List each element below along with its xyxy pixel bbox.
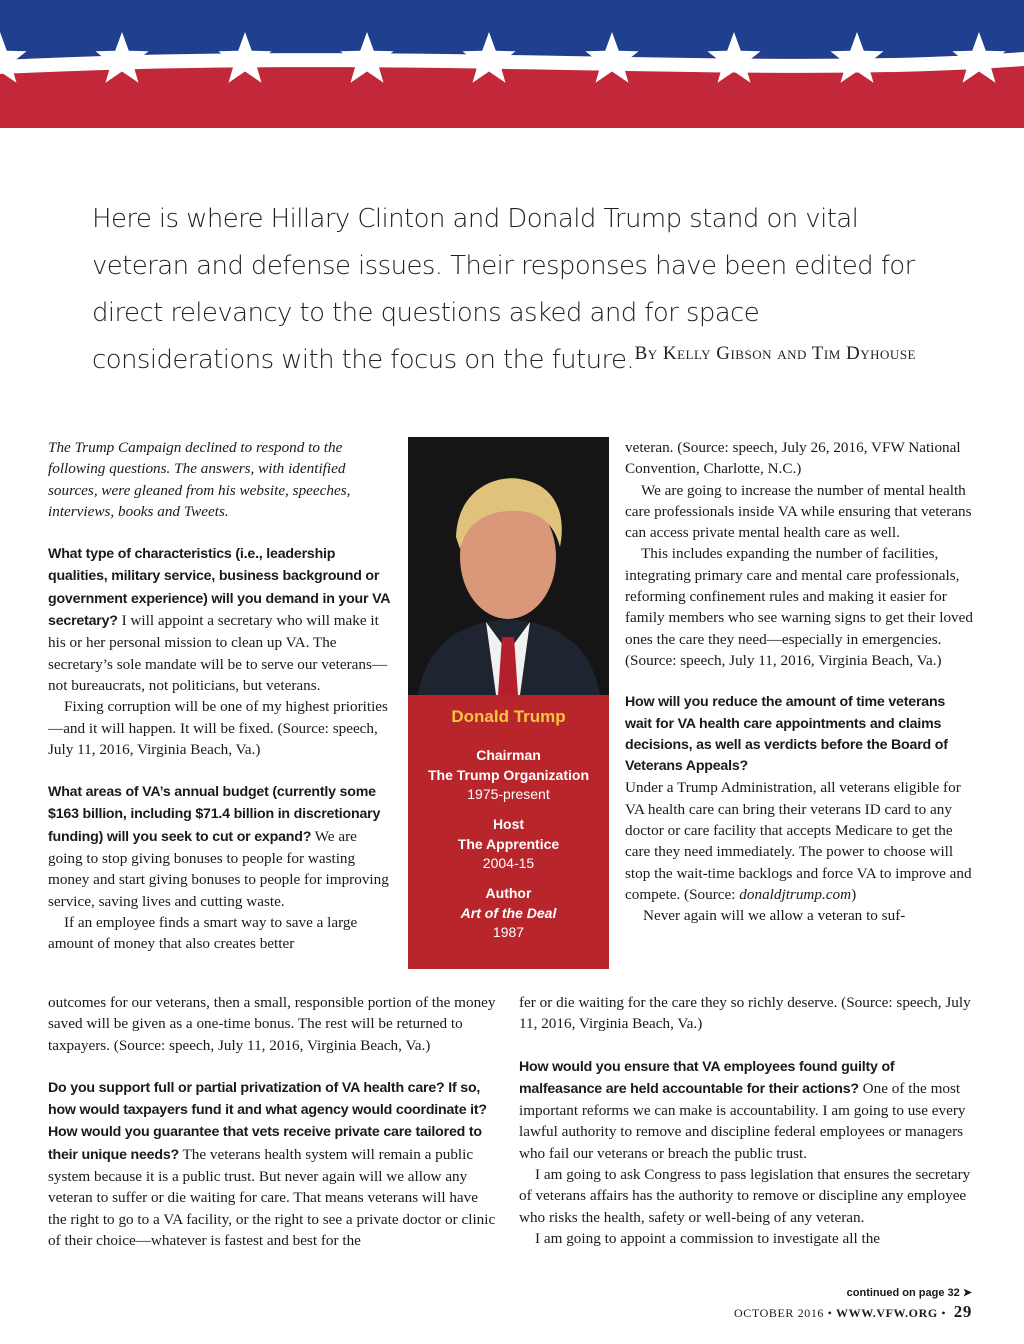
answer-paragraph: veteran. (Source: speech, July 26, 2016, VFW National Convention, Charlotte, N.C.) bbox=[625, 439, 961, 478]
bio-role: Chairman bbox=[476, 747, 541, 763]
continued-note: continued on page 32 ➤ bbox=[846, 1287, 972, 1299]
answer-paragraph: outcomes for our veterans, then a small, responsible portion of the money saved will be given as a one-time bonus. The rest will be returned to taxpayers. (Source: speech, July 11, 2016, Virginia Beach, Va.) bbox=[48, 994, 496, 1054]
bio-sidebar bbox=[408, 695, 609, 969]
bio-role: Author bbox=[485, 885, 532, 901]
flag-banner bbox=[0, 0, 1024, 128]
answer-paragraph: fer or die waiting for the care they so richly deserve. (Source: speech, July 11, 2016, Virginia Beach, Va.) bbox=[519, 994, 971, 1033]
question: What type of characteristics (i.e., leadership qualities, military service, business background or government experience) will you demand in your VA secretary? bbox=[48, 546, 390, 630]
intro-note: The Trump Campaign declined to respond to the following questions. The answers, with identified sources, were gleaned from his website, speeches, interviews, books and Tweets. bbox=[48, 439, 351, 520]
answer: I will appoint a secretary who will make it his or her personal mission to clean up VA. The secretary’s sole mandate will be to serve our veterans—not bureaucrats, not politicians, but veterans. bbox=[48, 612, 388, 694]
answer: One of the most important reforms we can make is accountability. I am going to use every lawful authority to remove and discipline federal employees or managers who fail our veterans or breach the public trust. bbox=[519, 1079, 966, 1162]
left-column-wide bbox=[48, 992, 500, 1251]
qa-1 bbox=[48, 543, 394, 696]
answer: Under a Trump Administration, all veterans eligible for VA health care can bring their veterans ID card to any doctor or care facility that accepts Medicare to get the care they need immediately. The power to choose will stop the wait-time backlogs and force VA to improve and compete. (Source: bbox=[625, 779, 972, 903]
bio-org: Art of the Deal bbox=[460, 905, 557, 921]
answer-paragraph: Fixing corruption will be one of my highest priorities—and it will happen. It will be fixed. (Source: speech, July 11, 2016, Virginia Beach, Va.) bbox=[48, 698, 388, 758]
bio-years: 1975-present bbox=[467, 786, 550, 802]
bio-role: Host bbox=[492, 816, 525, 832]
bio-years: 1987 bbox=[492, 924, 525, 940]
question: How would you ensure that VA employees found guilty of malfeasance are held accountable for their actions? bbox=[519, 1058, 895, 1097]
qa-2 bbox=[48, 781, 394, 912]
answer-paragraph: I am going to appoint a commission to investigate all the bbox=[535, 1229, 881, 1247]
answer-paragraph: I am going to ask Congress to pass legislation that ensures the secretary of veterans affairs has the authority to remove or discipline any employee who risks the health, safety or well-being of any veteran. bbox=[519, 1166, 971, 1226]
question: How will you reduce the amount of time veterans wait for VA health care appointments and claims decisions, as well as verdicts before the Board of Veterans Appeals? bbox=[625, 694, 948, 775]
answer-paragraph: We are going to increase the number of mental health care professionals inside VA while ensuring that veterans can access private mental health care as well. bbox=[625, 481, 972, 542]
right-column bbox=[625, 437, 973, 927]
left-column bbox=[48, 437, 394, 955]
byline: By Kelly Gibson and Tim Dyhouse bbox=[634, 343, 916, 364]
intro-text: Here is where Hillary Clinton and Donald Trump stand on vital veteran and defense issues. Their responses have been edited for direct relevancy to the questions asked and for space considerations with the focus on the future. bbox=[92, 204, 915, 375]
question: Do you support full or partial privatization of VA health care? If so, how would taxpayers fund it and what agency would coordinate it? How would you guarantee that vets receive private care tailored to their unique needs? bbox=[48, 1079, 487, 1163]
portrait-photo bbox=[408, 437, 609, 695]
site-url[interactable]: WWW.VFW.ORG bbox=[836, 1306, 938, 1320]
answer-paragraph: If an employee finds a smart way to save a large amount of money that also creates better bbox=[48, 913, 358, 953]
page-folio: OCTOBER 2016 • WWW.VFW.ORG • 29 bbox=[734, 1302, 972, 1321]
source-link[interactable]: donaldjtrump.com bbox=[739, 885, 852, 903]
right-column-wide bbox=[519, 992, 974, 1249]
answer: The veterans health system will remain a public system because it is a public trust. But never again will we allow any veteran to suffer or die waiting for care. That means veterans will have the right to go to a VA facility, or the right to see a private doctor or clinic of their choice—whatever is fastest and best for the bbox=[48, 1145, 496, 1249]
answer-paragraph: Never again will we allow a veteran to suf- bbox=[643, 907, 906, 925]
qa-3 bbox=[48, 1077, 500, 1251]
candidate-name: Donald Trump bbox=[451, 707, 566, 726]
answer-paragraph bbox=[625, 777, 973, 905]
answer-paragraph: This includes expanding the number of facilities, integrating primary care and mental care professionals, reforming confinement rules and making it easier for family members who see warning signs to get their loved ones the care they need—especially in emergencies. (Source: speech, July 11, 2016, Virginia Beach, Va.) bbox=[625, 545, 973, 669]
bio-org: The Apprentice bbox=[457, 836, 560, 852]
page-number: 29 bbox=[953, 1302, 972, 1321]
answer: We are going to stop giving bonuses to people for wasting money and start giving bonuses to people for improving service, saving lives and cutting waste. bbox=[48, 827, 389, 910]
answer: ) bbox=[851, 885, 857, 903]
issue-date: OCTOBER 2016 bbox=[734, 1306, 825, 1320]
qa-5 bbox=[519, 1056, 974, 1164]
bio-years: 2004-15 bbox=[482, 855, 535, 871]
question: What areas of VA’s annual budget (currently some $163 billion, including $71.4 billion in discretionary funding) will you seek to cut or expand? bbox=[48, 784, 381, 845]
bio-org: The Trump Organization bbox=[427, 767, 589, 783]
